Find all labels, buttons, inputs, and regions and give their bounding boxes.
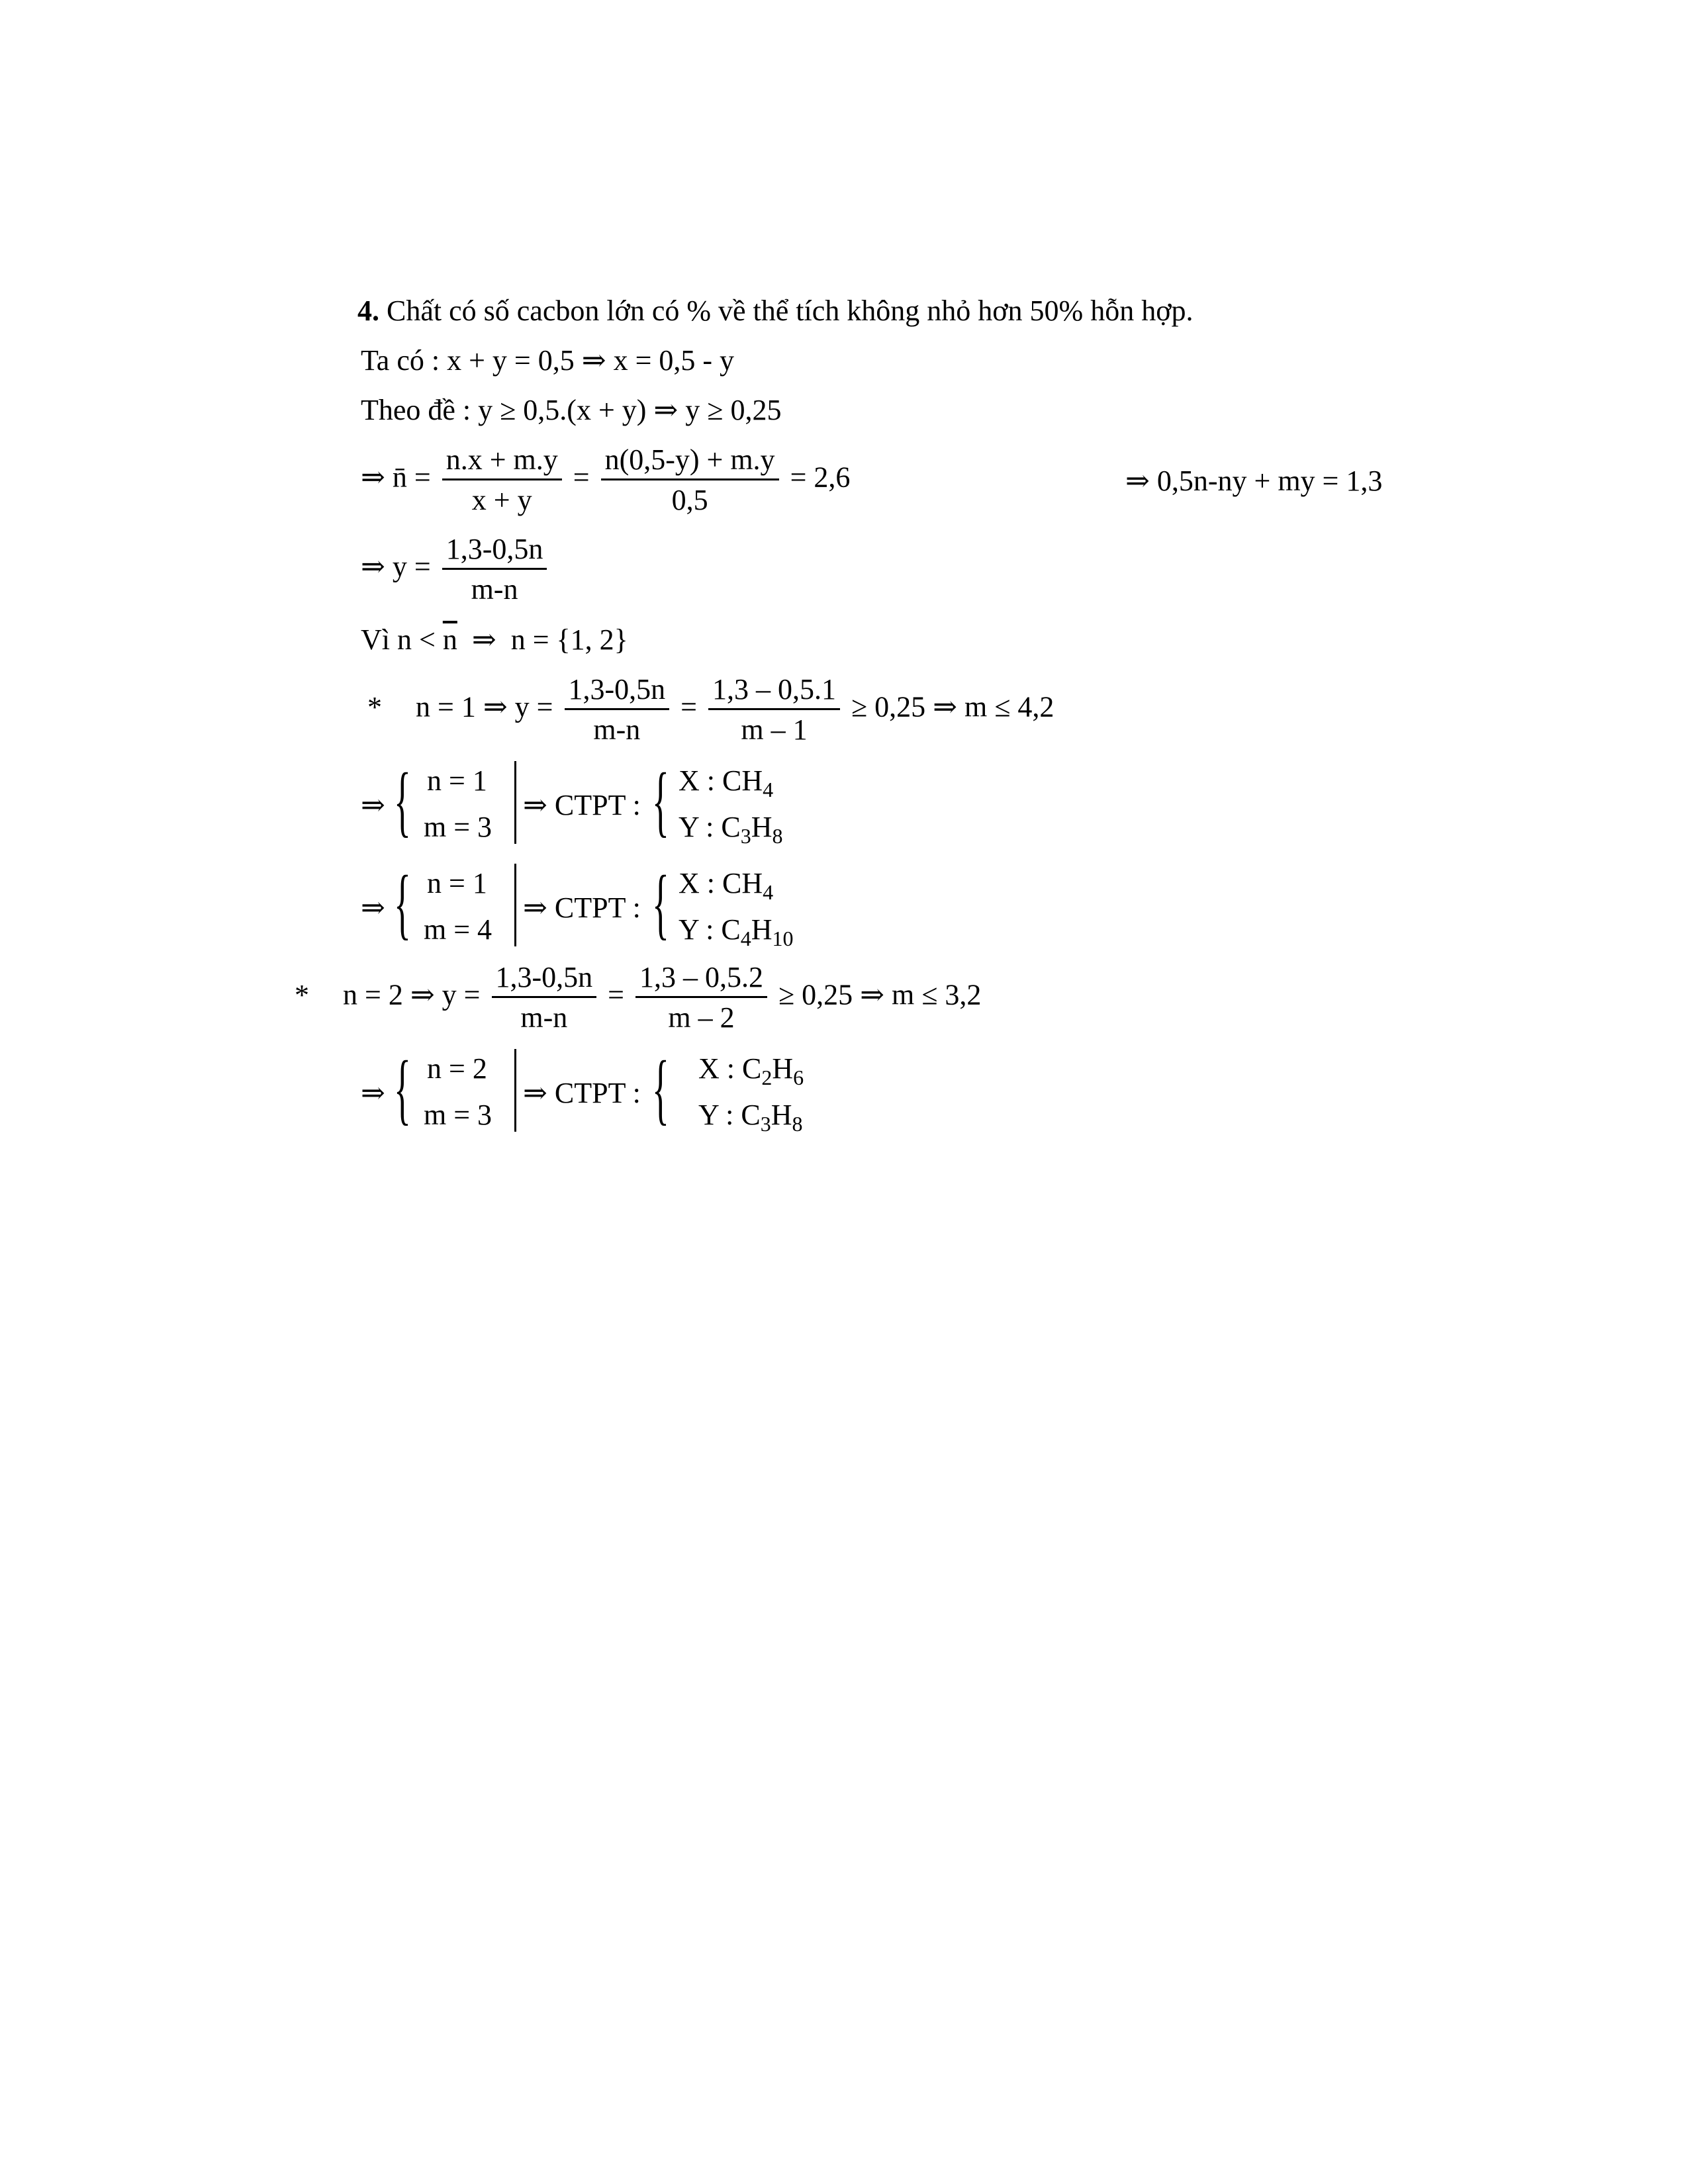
left-brace: { xyxy=(394,756,411,844)
divider xyxy=(514,761,516,844)
case2-fraction-2 xyxy=(635,963,767,1032)
case1 xyxy=(367,675,1054,745)
equals: = xyxy=(680,690,697,723)
avg-f2-denominator: 0,5 xyxy=(671,484,708,516)
avg-right: ⇒ 0,5n-ny + my = 1,3 xyxy=(1125,465,1383,497)
right-brace: { xyxy=(652,859,669,947)
sys3-x: X : $C_2H_6$ xyxy=(698,1052,804,1089)
sys2-n: n = 1 xyxy=(427,867,487,899)
case2-fraction-1 xyxy=(492,963,597,1032)
case2-star: * xyxy=(295,978,309,1011)
case1-star: * xyxy=(367,690,382,723)
case2-f2-denominator: m – 2 xyxy=(668,1001,735,1034)
vi-line xyxy=(361,625,628,655)
case1-fraction-1 xyxy=(565,675,670,745)
avg-fraction-2 xyxy=(601,445,779,515)
sys1-n: n = 1 xyxy=(427,764,487,797)
y-fraction xyxy=(442,535,547,604)
sys3-ctpt: ⇒ CTPT : xyxy=(523,1077,641,1109)
divider xyxy=(514,1049,516,1132)
heading xyxy=(357,296,1193,326)
sys1-x: X : $CH_4$ xyxy=(679,764,774,801)
case1-fraction-2 xyxy=(708,675,840,745)
system-3 xyxy=(361,1044,890,1136)
vi-rest: ⇒ n = {1, 2} xyxy=(457,623,628,656)
divider xyxy=(514,864,516,946)
case2-f1-denominator: m-n xyxy=(520,1001,568,1034)
y-denominator: m-n xyxy=(471,573,518,606)
avg-lhs: ⇒ n̄ = xyxy=(361,461,431,494)
system-1 xyxy=(361,756,890,848)
sys3-n: n = 2 xyxy=(427,1052,487,1085)
system-2 xyxy=(361,859,890,950)
case2-lhs: n = 2 ⇒ y = xyxy=(343,978,481,1011)
case1-f1-denominator: m-n xyxy=(593,713,641,746)
case2-f1-numerator: 1,3-0,5n xyxy=(492,963,597,998)
sys2-x: X : $CH_4$ xyxy=(679,867,774,904)
sys1-m: m = 3 xyxy=(424,811,492,843)
case1-f2-numerator: 1,3 – 0,5.1 xyxy=(708,675,840,710)
right-brace: { xyxy=(652,756,669,844)
n-bar: $\overline{n}$ xyxy=(442,623,457,656)
case1-f1-numerator: 1,3-0,5n xyxy=(565,675,670,710)
left-brace: { xyxy=(394,859,411,947)
heading-text: Chất có số cacbon lớn có % về thể tích không nhỏ hơn 50% hỗn hợp. xyxy=(387,295,1194,327)
heading-number: 4. xyxy=(357,295,379,327)
equals: = xyxy=(573,461,590,494)
avg-rhs: = 2,6 xyxy=(790,461,851,494)
right-brace: { xyxy=(652,1044,669,1132)
sys3-m: m = 3 xyxy=(424,1099,492,1131)
line-theode: Theo đề : y ≥ 0,5.(x + y) ⇒ y ≥ 0,25 xyxy=(361,394,782,426)
y-numerator: 1,3-0,5n xyxy=(442,535,547,570)
case1-lhs: n = 1 ⇒ y = xyxy=(416,690,553,723)
sys1-y: Y : $C_3H_8$ xyxy=(679,811,783,848)
sys1-ctpt: ⇒ CTPT : xyxy=(523,789,641,821)
case1-rhs: ≥ 0,25 ⇒ m ≤ 4,2 xyxy=(851,690,1055,723)
avg-f1-numerator: n.x + m.y xyxy=(442,445,562,480)
case2-rhs: ≥ 0,25 ⇒ m ≤ 3,2 xyxy=(778,978,982,1011)
avg-f1-denominator: x + y xyxy=(471,484,532,516)
equals: = xyxy=(608,978,624,1011)
avg-equation xyxy=(361,445,850,515)
case2-f2-numerator: 1,3 – 0,5.2 xyxy=(635,963,767,998)
sys2-m: m = 4 xyxy=(424,913,492,946)
left-brace: { xyxy=(394,1044,411,1132)
avg-f2-numerator: n(0,5-y) + m.y xyxy=(601,445,779,480)
sys2-arrow: ⇒ xyxy=(361,891,385,924)
vi-text: Vì n < xyxy=(361,623,443,656)
avg-fraction-1 xyxy=(442,445,562,515)
sys2-y: Y : $C_4H_{10}$ xyxy=(679,913,794,950)
line-taco: Ta có : x + y = 0,5 ⇒ x = 0,5 - y xyxy=(361,344,735,377)
sys1-arrow: ⇒ xyxy=(361,789,385,821)
y-expression xyxy=(361,535,551,604)
case1-f2-denominator: m – 1 xyxy=(741,713,808,746)
sys2-ctpt: ⇒ CTPT : xyxy=(523,891,641,924)
y-lhs: ⇒ y = xyxy=(361,550,431,583)
case2 xyxy=(295,963,981,1032)
sys3-arrow: ⇒ xyxy=(361,1077,385,1109)
sys3-y: Y : $C_3H_8$ xyxy=(698,1099,803,1136)
